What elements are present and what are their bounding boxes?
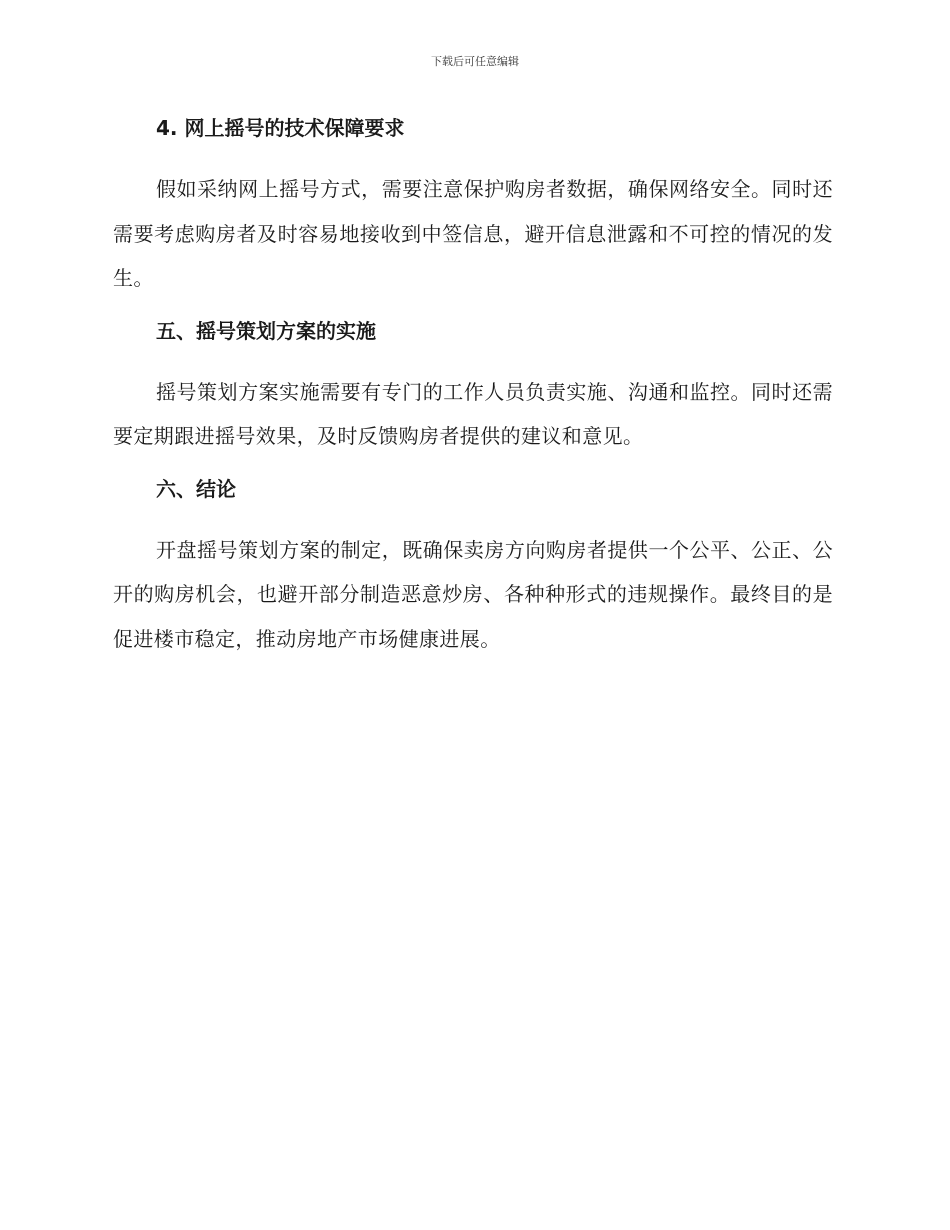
section-conclusion [113, 473, 833, 662]
page-header: 下载后可任意编辑 [431, 55, 519, 68]
section-heading: 六、结论 [156, 476, 236, 501]
document-body [113, 112, 833, 661]
section-implementation [113, 315, 833, 459]
section-paragraph: 开盘摇号策划方案的制定，既确保卖房方向购房者提供一个公平、公正、公开的购房机会，也避开部分制造恶意炒房、各种种形式的违规操作。最终目的是促进楼市稳定，推动房地产市场健康进展。 [113, 537, 833, 651]
section-paragraph: 摇号策划方案实施需要有专门的工作人员负责实施、沟通和监控。同时还需要定期跟进摇号效果，及时反馈购房者提供的建议和意见。 [113, 379, 833, 448]
section-tech-requirements [113, 112, 833, 301]
section-heading: 五、摇号策划方案的实施 [156, 318, 376, 343]
section-paragraph: 假如采纳网上摇号方式，需要注意保护购房者数据，确保网络安全。同时还需要考虑购房者及时容易地接收到中签信息，避开信息泄露和不可控的情况的发生。 [113, 177, 833, 290]
section-heading: 4. 网上摇号的技术保障要求 [156, 116, 405, 140]
